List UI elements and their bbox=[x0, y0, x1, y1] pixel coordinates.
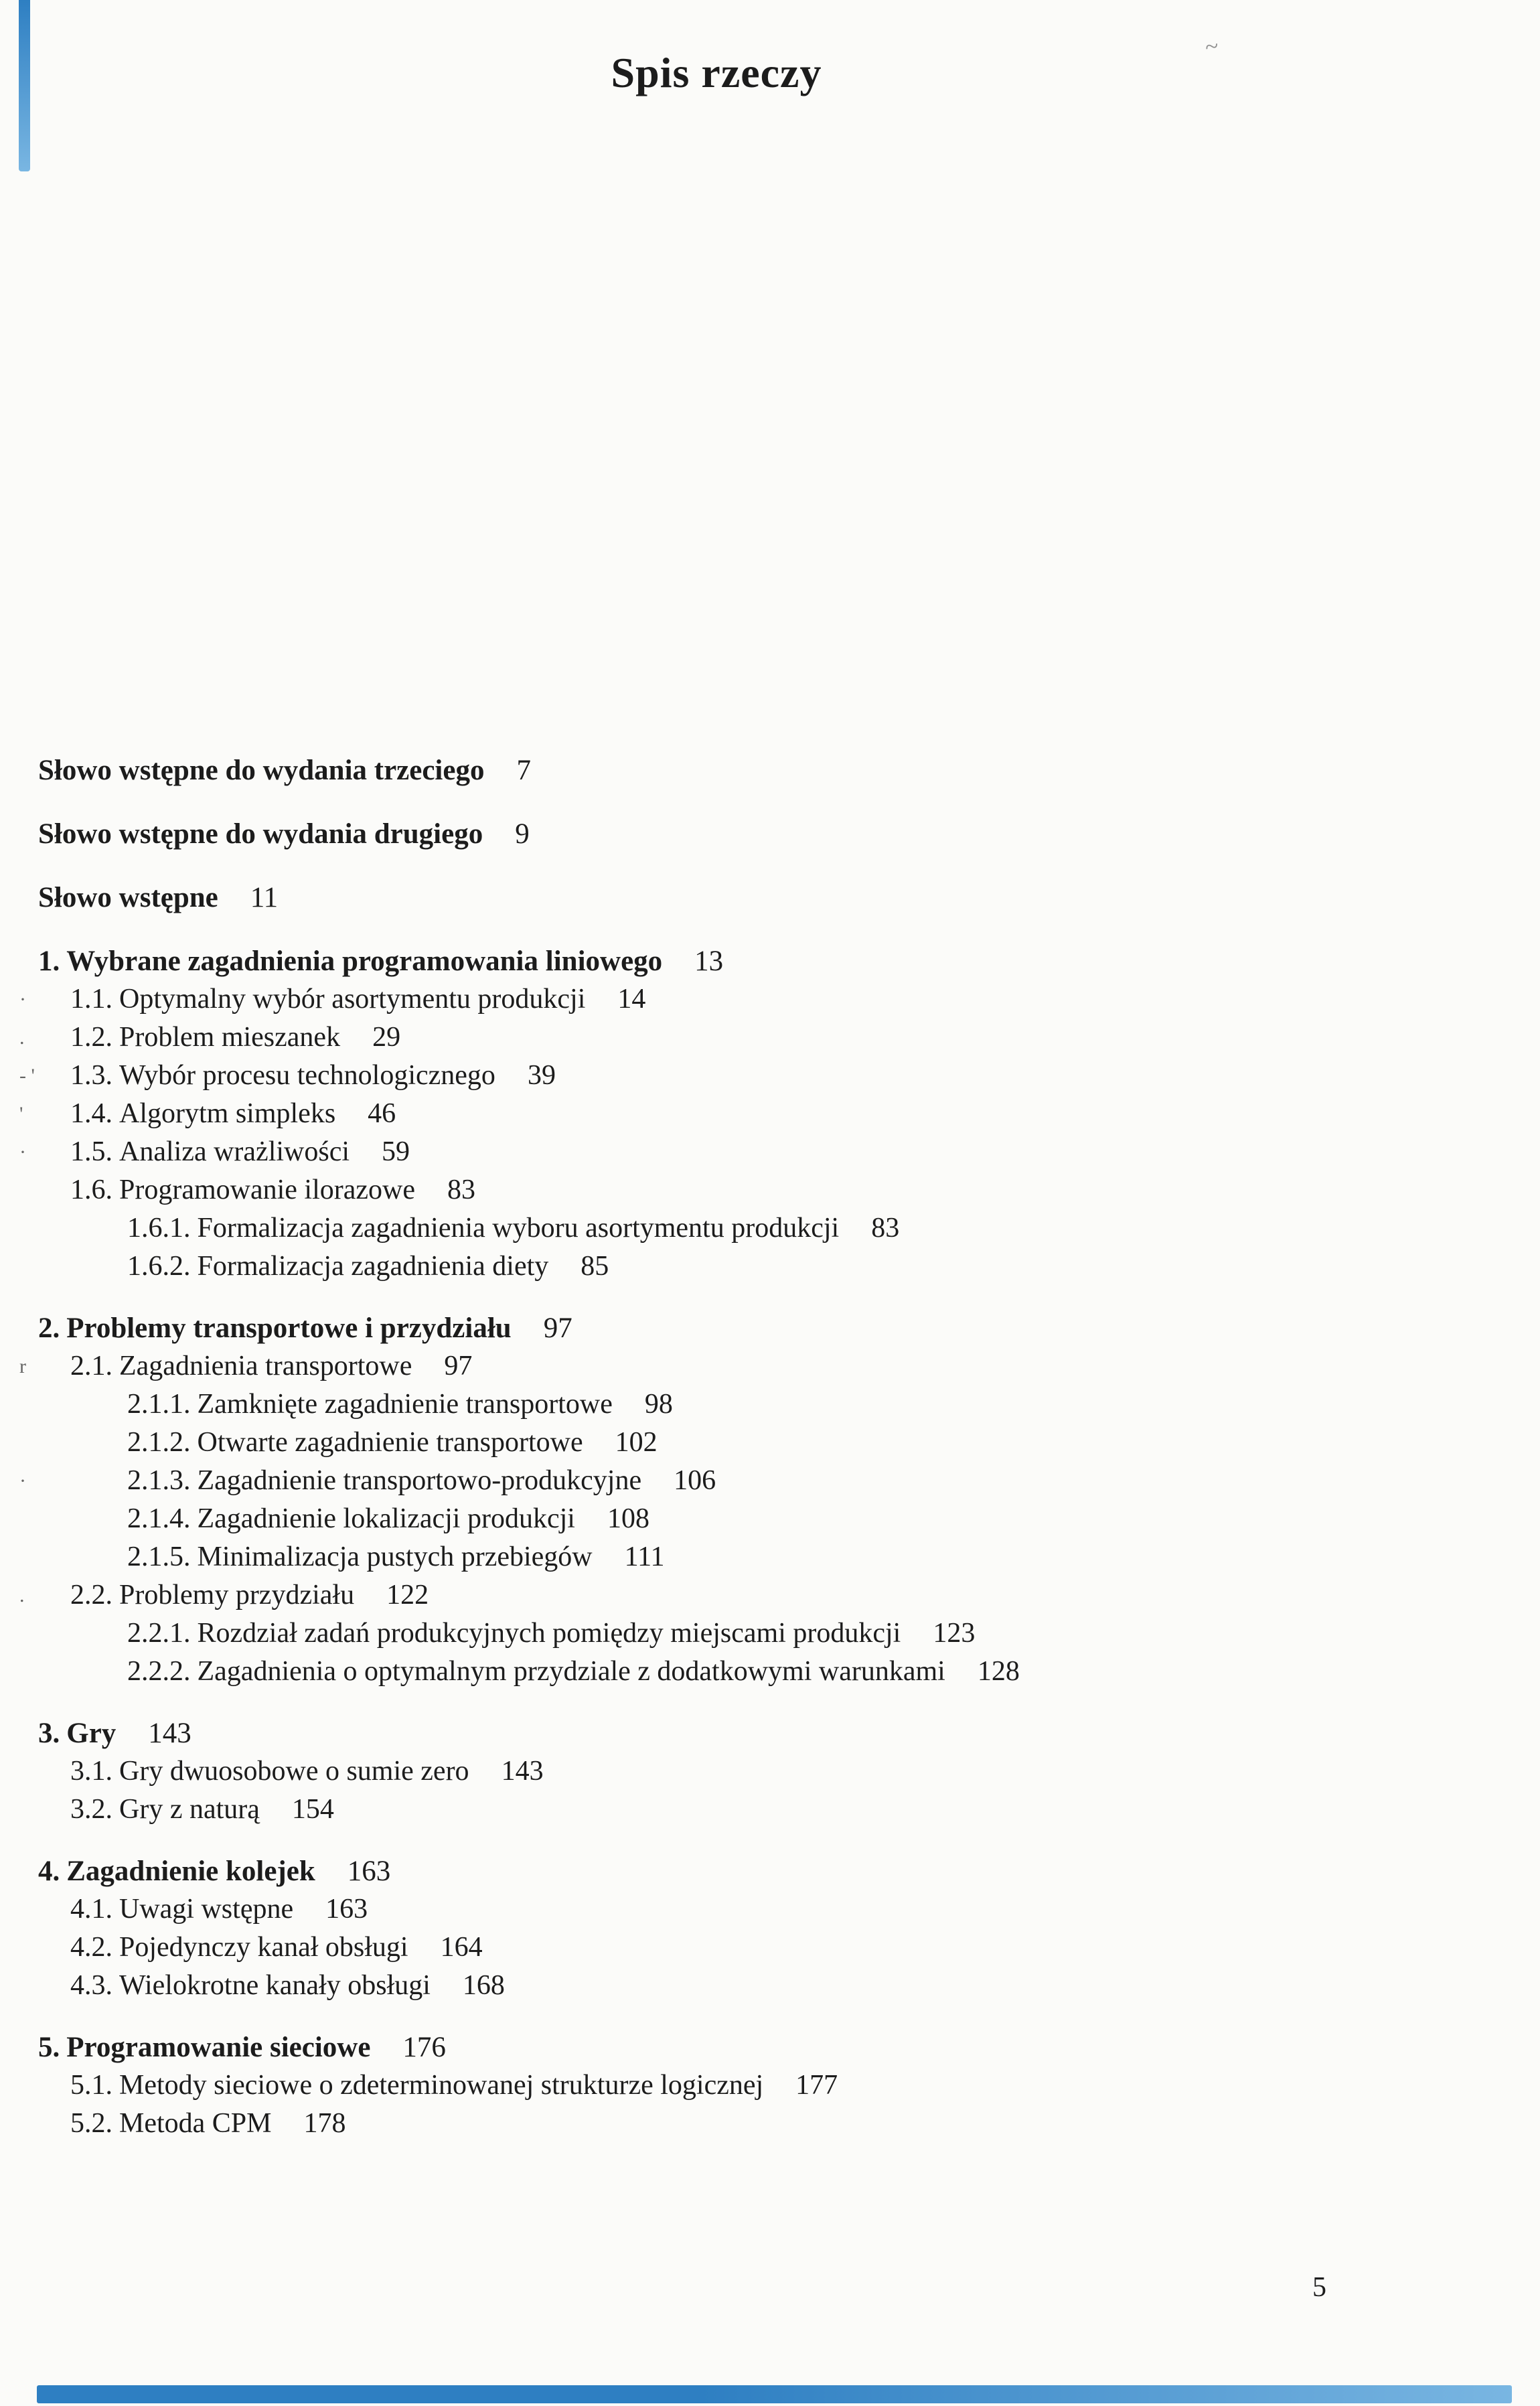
front-matter-entry bbox=[38, 751, 1458, 790]
entry-page: 154 bbox=[291, 1794, 334, 1825]
entry-page: 97 bbox=[444, 1351, 473, 1381]
entry-page: 143 bbox=[148, 1718, 191, 1749]
section-entry bbox=[38, 1890, 1458, 1929]
entry-number: 1.3. bbox=[70, 1060, 112, 1091]
entry-title: Formalizacja zagadnienia wyboru asortymentu produkcji bbox=[197, 1213, 840, 1244]
margin-mark-artifact: r bbox=[19, 1355, 26, 1377]
entry-number: 2.2. bbox=[70, 1580, 112, 1610]
entry-number: 5.1. bbox=[70, 2070, 112, 2101]
entry-title: Metody sieciowe o zdeterminowanej strukturze logicznej bbox=[119, 2070, 764, 2101]
section-entry bbox=[19, 1462, 1458, 1500]
entry-page: 39 bbox=[527, 1060, 556, 1091]
entry-title: Zagadnienie kolejek bbox=[66, 1856, 315, 1887]
entry-page: 177 bbox=[795, 2070, 838, 2101]
entry-number: 3.2. bbox=[70, 1794, 112, 1825]
section-entry bbox=[19, 980, 1458, 1019]
entry-page: 163 bbox=[347, 1856, 391, 1887]
chapter-entry bbox=[38, 1852, 1458, 1890]
entry-number: 2.2.1. bbox=[127, 1618, 191, 1649]
entry-number: 4.3. bbox=[70, 1970, 112, 2001]
section-entry bbox=[38, 1791, 1458, 1829]
margin-mark-artifact: . bbox=[19, 1027, 25, 1049]
section-entry bbox=[38, 1614, 1458, 1653]
entry-number: 2.1.2. bbox=[127, 1427, 191, 1458]
chapter-entry bbox=[38, 942, 1458, 980]
entry-page: 176 bbox=[402, 2032, 446, 2063]
section-entry bbox=[38, 2066, 1458, 2105]
entry-page: 9 bbox=[515, 818, 530, 850]
entry-page: 168 bbox=[462, 1970, 505, 2001]
chapter-entry bbox=[38, 1309, 1458, 1347]
entry-title: Gry bbox=[66, 1718, 117, 1749]
section-entry bbox=[38, 1385, 1458, 1424]
section-entry bbox=[38, 1653, 1458, 1691]
entry-page: 46 bbox=[368, 1098, 396, 1129]
entry-page: 108 bbox=[607, 1503, 649, 1534]
entry-page: 123 bbox=[933, 1618, 976, 1649]
margin-mark-artifact: - ' bbox=[19, 1065, 35, 1087]
section-entry bbox=[19, 1057, 1458, 1095]
entry-number: 1.1. bbox=[70, 984, 112, 1014]
margin-mark-artifact: · bbox=[19, 988, 26, 1010]
entry-title: Zagadnienia o optymalnym przydziale z dodatkowymi warunkami bbox=[197, 1656, 945, 1687]
entry-title: Słowo wstępne do wydania trzeciego bbox=[38, 755, 485, 786]
entry-page: 59 bbox=[382, 1136, 410, 1167]
entry-page: 83 bbox=[871, 1213, 900, 1244]
entry-page: 102 bbox=[615, 1427, 658, 1458]
entry-number: 2.2.2. bbox=[127, 1656, 191, 1687]
entry-page: 164 bbox=[440, 1932, 483, 1963]
entry-title: Wybór procesu technologicznego bbox=[119, 1060, 495, 1091]
entry-title: Gry z naturą bbox=[119, 1794, 260, 1825]
entry-number: 3. bbox=[38, 1718, 60, 1749]
entry-number: 1.6.1. bbox=[127, 1213, 191, 1244]
entry-number: 1.6. bbox=[70, 1175, 112, 1205]
section-entry bbox=[38, 1209, 1458, 1248]
entry-number: 5.2. bbox=[70, 2108, 112, 2139]
margin-mark-artifact: · bbox=[19, 1141, 26, 1163]
table-of-contents bbox=[19, 751, 1458, 2143]
entry-title: Problemy transportowe i przydziału bbox=[66, 1312, 512, 1344]
entry-title: Wielokrotne kanały obsługi bbox=[119, 1970, 431, 2001]
front-matter-entry bbox=[38, 879, 1458, 917]
entry-title: Uwagi wstępne bbox=[119, 1894, 294, 1925]
margin-mark-artifact: ' bbox=[19, 1103, 23, 1125]
chapter-entry bbox=[38, 2028, 1458, 2066]
margin-mark-artifact: · bbox=[19, 1470, 26, 1492]
entry-title: Algorytm simpleks bbox=[119, 1098, 336, 1129]
entry-page: 7 bbox=[516, 755, 531, 786]
section-entry bbox=[38, 1967, 1458, 2005]
entry-page: 122 bbox=[386, 1580, 429, 1610]
entry-title: Rozdział zadań produkcyjnych pomiędzy miejscami produkcji bbox=[197, 1618, 901, 1649]
entry-title: Słowo wstępne bbox=[38, 882, 218, 913]
page-title: Spis rzeczy bbox=[611, 49, 822, 96]
section-entry bbox=[19, 1133, 1458, 1171]
entry-title: Słowo wstępne do wydania drugiego bbox=[38, 818, 483, 850]
page-number: 5 bbox=[1312, 2272, 1326, 2303]
entry-number: 2. bbox=[38, 1312, 60, 1344]
entry-page: 178 bbox=[303, 2108, 346, 2139]
entry-title: Problemy przydziału bbox=[119, 1580, 355, 1610]
entry-number: 2.1.3. bbox=[127, 1465, 191, 1496]
entry-number: 1. bbox=[38, 946, 60, 977]
entry-title: Programowanie ilorazowe bbox=[119, 1175, 416, 1205]
section-entry bbox=[38, 1171, 1458, 1209]
entry-title: Minimalizacja pustych przebiegów bbox=[197, 1542, 593, 1572]
entry-title: Gry dwuosobowe o sumie zero bbox=[119, 1756, 469, 1787]
entry-page: 85 bbox=[581, 1251, 609, 1282]
section-entry bbox=[38, 1752, 1458, 1791]
entry-title: Pojedynczy kanał obsługi bbox=[119, 1932, 408, 1963]
entry-title: Zagadnienia transportowe bbox=[119, 1351, 412, 1381]
entry-title: Metoda CPM bbox=[119, 2108, 272, 2139]
entry-page: 14 bbox=[617, 984, 646, 1014]
entry-title: Formalizacja zagadnienia diety bbox=[197, 1251, 549, 1282]
entry-number: 1.2. bbox=[70, 1022, 112, 1053]
entry-title: Wybrane zagadnienia programowania liniowego bbox=[66, 946, 663, 977]
entry-number: 2.1.4. bbox=[127, 1503, 191, 1534]
entry-number: 2.1.1. bbox=[127, 1389, 191, 1420]
entry-page: 143 bbox=[501, 1756, 544, 1787]
section-entry bbox=[38, 2105, 1458, 2143]
section-entry bbox=[19, 1576, 1458, 1614]
entry-page: 111 bbox=[624, 1542, 665, 1572]
entry-title: Problem mieszanek bbox=[119, 1022, 341, 1053]
section-entry bbox=[19, 1347, 1458, 1385]
entry-page: 97 bbox=[543, 1312, 572, 1344]
entry-page: 83 bbox=[447, 1175, 476, 1205]
pencil-mark-artifact: ~ bbox=[1203, 31, 1221, 61]
entry-number: 3.1. bbox=[70, 1756, 112, 1787]
section-entry bbox=[19, 1095, 1458, 1133]
entry-page: 163 bbox=[325, 1894, 368, 1925]
entry-page: 13 bbox=[694, 946, 724, 977]
entry-title: Otwarte zagadnienie transportowe bbox=[197, 1427, 583, 1458]
section-entry bbox=[38, 1424, 1458, 1462]
scan-edge-artifact-bottom bbox=[37, 2385, 1512, 2403]
entry-page: 98 bbox=[644, 1389, 673, 1420]
entry-number: 2.1.5. bbox=[127, 1542, 191, 1572]
margin-mark-artifact: . bbox=[19, 1584, 25, 1606]
entry-number: 2.1. bbox=[70, 1351, 112, 1381]
entry-page: 29 bbox=[372, 1022, 401, 1053]
entry-title: Zamknięte zagadnienie transportowe bbox=[197, 1389, 613, 1420]
entry-page: 106 bbox=[674, 1465, 716, 1496]
entry-number: 5. bbox=[38, 2032, 60, 2063]
entry-number: 1.5. bbox=[70, 1136, 112, 1167]
entry-number: 4.2. bbox=[70, 1932, 112, 1963]
entry-title: Zagadnienie transportowo-produkcyjne bbox=[197, 1465, 642, 1496]
entry-title: Zagadnienie lokalizacji produkcji bbox=[197, 1503, 575, 1534]
entry-number: 1.6.2. bbox=[127, 1251, 191, 1282]
entry-page: 11 bbox=[250, 882, 279, 913]
section-entry bbox=[38, 1248, 1458, 1286]
chapter-entry bbox=[38, 1714, 1458, 1752]
section-entry bbox=[38, 1538, 1458, 1576]
entry-title: Optymalny wybór asortymentu produkcji bbox=[119, 984, 586, 1014]
entry-title: Analiza wrażliwości bbox=[119, 1136, 350, 1167]
entry-number: 4. bbox=[38, 1856, 60, 1887]
section-entry bbox=[19, 1019, 1458, 1057]
entry-title: Programowanie sieciowe bbox=[66, 2032, 371, 2063]
front-matter-entry bbox=[38, 815, 1458, 853]
entry-number: 4.1. bbox=[70, 1894, 112, 1925]
section-entry bbox=[38, 1929, 1458, 1967]
entry-page: 128 bbox=[977, 1656, 1020, 1687]
entry-number: 1.4. bbox=[70, 1098, 112, 1129]
section-entry bbox=[38, 1500, 1458, 1538]
